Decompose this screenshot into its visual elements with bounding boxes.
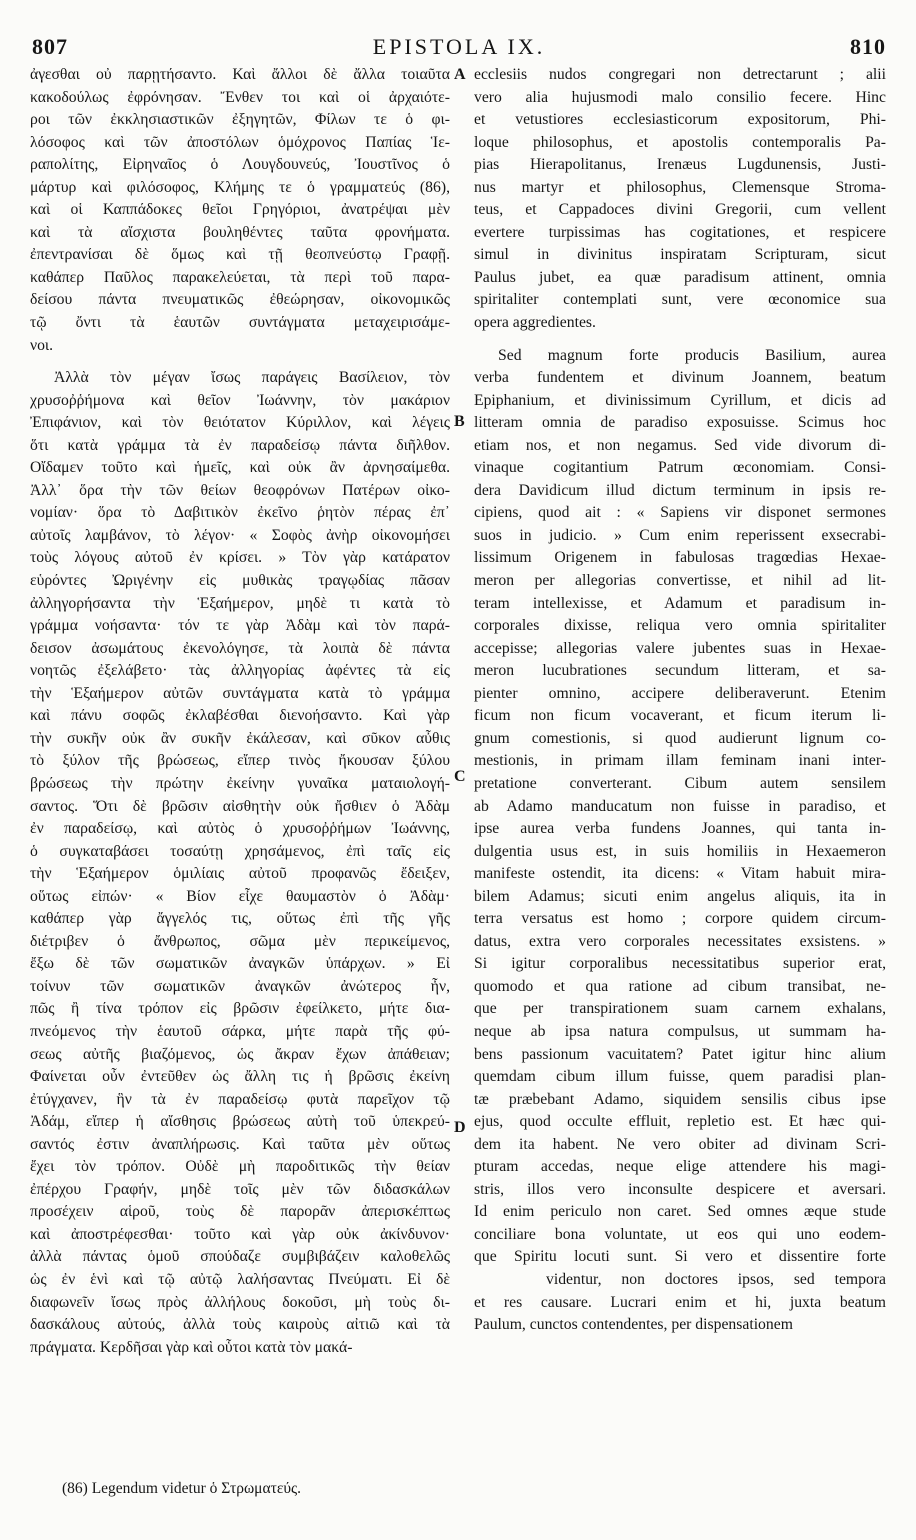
text-line: ἐν παραδείσῳ, καὶ αὐτὸς ὁ χρυσοῤῥήμων Ἰωάννης, <box>30 820 450 838</box>
text-line: προσέχειν αἱροῦ, τοὺς δὲ παρορᾶν ἀπερισκέπτως <box>30 1203 450 1221</box>
text-line: τὴν Ἑξαήμερον ὁμιλίαις αὐτοῦ προφανῶς ἔδειξεν, <box>30 865 450 883</box>
text-line: etiam nos, et non negamus. Sed vide divorum di- <box>474 436 886 454</box>
text-line: Ἀλλὰ τὸν μέγαν ἴσως παράγεις Βασίλειον, τὸν <box>54 369 450 387</box>
text-line: ἐπέρχου Γραφήν, μηδὲ τοῖς μὲν τῶν διδασκάλων <box>30 1180 450 1198</box>
text-line: pias Hierapolitanus, Irenæus Lugdunensis, Justi- <box>474 156 886 174</box>
text-line: pienter omnino, accipere deliberaverunt. Etenim <box>474 684 886 702</box>
text-line: σεως αὐτῆς βιαζόμενος, ὡς ἄκραν ἔχων ἀπάθειαν; <box>30 1045 450 1063</box>
text-line: spiritaliter contemplati sunt, vere œconomice sua <box>474 291 886 309</box>
text-line: teus, et Cappadoces divini Gregorii, cum vellent <box>474 201 886 219</box>
text-line: κακοδούλως ἐφρόνησαν. Ἔνθεν τοι καὶ οἱ ἀρχαιότε- <box>30 88 450 106</box>
text-line: stris, illos vero inconsulte despicere et aversari. <box>474 1180 886 1198</box>
text-line: βρώσεως τὴν πρώτην ἐκείνην γυναῖκα ματαιολογή- <box>30 774 450 792</box>
margin-marker-c: C <box>454 768 466 785</box>
text-line: Οἴδαμεν τοῦτο καὶ ἡμεῖς, καὶ οὐκ ἂν ἀρνησαίμεθα. <box>30 459 450 477</box>
text-line: γράμμα νοήσαντα· τόν τε γὰρ Ἀδὰμ καὶ τὸν παρά- <box>30 617 450 635</box>
text-line: διέτριβεν ὁ ἄνθρωπος, σῶμα μὲν περικείμενος, <box>30 932 450 950</box>
text-line: accepisse; allegorias valere jubentes suas in Hexae- <box>474 639 886 657</box>
text-line: Paulum, cunctos contendentes, per dispensationem <box>474 1316 793 1334</box>
text-line: τὸ ξύλον τῆς βρώσεως, εἴπερ τινὸς ἤκουσαν ξύλου <box>30 752 450 770</box>
text-line: simul in divinitus inspiratam Scripturam, sicut <box>474 246 886 264</box>
text-line: καὶ ἀποστρέφεσθαι· τοῦτο καὶ γὰρ οὐκ ἀκίνδυνον· <box>30 1225 450 1243</box>
text-line: neque ab ipsa natura compulsus, ut summam ha- <box>474 1022 886 1040</box>
text-line: teram intellexisse, et Adamum et paradisum in- <box>474 594 886 612</box>
text-line: terra versatus est homo ; corpore quidem circum- <box>474 910 886 928</box>
text-line: vero alia hujusmodi malo consilio fecere. Hinc <box>474 88 886 106</box>
text-line: πράγματα. Κερδῆσαι γὰρ καὶ οὗτοι κατὰ τὸν μακά- <box>30 1338 353 1356</box>
text-line: Id enim periculo non caret. Sed omnes æque stude <box>474 1203 886 1221</box>
text-line: Paulus jubet, ea quæ paradisum attinent, omnia <box>474 268 886 286</box>
text-line: dulgentia usus est, in suis homiliis in Hexaemeron <box>474 842 886 860</box>
text-line: loque philosophus, et apostolis contemporalis Pa- <box>474 133 886 151</box>
text-line: que per transpirationem suam carnem exhalans, <box>474 1000 886 1018</box>
text-line: gnum comestionis, si quod audierunt lignum co- <box>474 729 886 747</box>
text-line: pretatione converterant. Cibum autem sensilem <box>474 774 886 792</box>
text-line: quemdam cibum illum fuisse, quem paradisi plan- <box>474 1068 886 1086</box>
text-line: εὑρόντες Ὠριγένην εἰς μυθικὰς τραγῳδίας πᾶσαν <box>30 572 450 590</box>
text-line: manifeste ostendit, ita dicens: « Vitam habuit mira- <box>474 865 886 883</box>
text-line: litteram omnia de paradiso exposuisse. Scimus hoc <box>474 414 886 432</box>
margin-marker-b: B <box>454 413 465 430</box>
page-header <box>32 34 886 64</box>
text-line: ficum non ficum vocaverant, et ficum iterum li- <box>474 707 886 725</box>
text-line: ἀλληγορήσαντα τὴν Ἑξαήμερον, μηδὲ τι κατὰ τὸ <box>30 594 450 612</box>
text-line: τὴν Ἑξαήμερον αὐτῶν συντάγματα κατὰ τὸ γράμμα <box>30 684 450 702</box>
text-line: καὶ οἱ Καππάδοκες θεῖοι Γρηγόριοι, ἀνατρέψαι μὲν <box>30 201 450 219</box>
margin-marker-d: D <box>454 1119 466 1136</box>
text-line: opera aggredientes. <box>474 314 596 332</box>
text-line: bilem Adamus; sicuti enim angelus aliquis, ita in <box>474 887 886 905</box>
greek-text-column <box>30 64 450 1359</box>
text-line: Φαίνεται οὖν ἐντεῦθεν ὡς ἄλλη τις ἡ βρῶσις ἐκείνη <box>30 1068 450 1086</box>
page-number-right: 810 <box>850 34 886 59</box>
text-line: Ἀλλ᾽ ὅρα τὴν τῶν θείων θεοφρόνων Πατέρων οἰκο- <box>30 481 450 499</box>
text-line: τὴν συκῆν οὐκ ἂν συκῆν ἐκάλεσαν, καὶ σῦκον αὖθις <box>30 729 450 747</box>
text-line: νοητῶς ἐξελάβετο· τὰς ἀλληγορίας ἀφέντες τὰ εἰς <box>30 662 450 680</box>
text-line: ἀγεσθαι οὐ παρῃτήσαντο. Καὶ ἄλλοι δὲ ἄλλα τοιαῦτα <box>30 66 450 83</box>
text-line: ecclesiis nudos congregari non detrectarunt ; alii <box>474 66 886 83</box>
text-line: ὡς ἐν ἑνὶ καὶ τῷ αὐτῷ λαλήσαντας Πνεύματι. Εἰ δὲ <box>30 1270 450 1288</box>
text-line: αὐτοῖς λαμβάνον, τὸ λέγον· « Σοφὸς ἀνὴρ οἰκονομήσει <box>30 526 450 544</box>
text-line: μάρτυρ καὶ φιλόσοφος, Κλήμης τε ὁ γραμματεύς (86), <box>30 178 450 196</box>
text-line: πνεόμενος τὴν ἑαυτοῦ σάρκα, μήτε παρὰ τῆς φύ- <box>30 1022 450 1040</box>
text-line: νομίαν· ὅρα τὸ Δαβιτικὸν ἐκεῖνο ῥητὸν πέρας ἐπ᾽ <box>30 504 450 522</box>
text-line: suos in judicio. » Cum enim reperissent exsecrabi- <box>474 526 886 544</box>
text-line: οὕτως εἰπών· « Βίον εἶχε θαυμαστὸν ὁ Ἀδὰμ· <box>30 887 450 905</box>
text-line: evertere turpissimas has cogitationes, et respicere <box>474 223 886 241</box>
text-line: lissimum Origenem in fabulosas tragœdias Hexae- <box>474 549 886 567</box>
text-line: nus martyr et philosophus, Clemensque Stroma- <box>474 178 886 196</box>
text-line: καθάπερ γὰρ ἄγγελός τις, οὕτως ἐπὶ τῆς γῆς <box>30 910 450 928</box>
text-line: τοὺς λόγους αὐτοῦ ἐν κρίσει. » Τὸν γὰρ κατάρατον <box>30 549 450 567</box>
text-line: ραπολίτης, Εἰρηναῖος ὁ Λουγδουνεύς, Ἰουστῖνος ὁ <box>30 156 450 174</box>
text-line: ὁ συγκαταβάσει τοσαύτῃ χρησάμενος, ἐπὶ ταῖς εἰς <box>30 842 450 860</box>
footnote: (86) Legendum videtur ὁ Στρωματεύς. <box>62 1480 302 1497</box>
text-line: que Spiritu locuti sunt. Si vero et dissentire forte <box>474 1248 886 1266</box>
text-line: ὅτι κατὰ γράμμα τὰ ἐν παραδείσῳ πάντα διῆλθον. <box>30 436 450 454</box>
text-line: et res causare. Lucrari enim et hi, juxta beatum <box>474 1293 886 1311</box>
text-line: meron per allegorias convertisse, et nihil ad lit- <box>474 572 886 590</box>
text-line: διαφωνεῖν ἴσως πρὸς ἀλλήλους δοκοῦσι, μὴ τοὺς δι- <box>30 1293 450 1311</box>
text-line: verba fundentem et divinum Joannem, beatum <box>474 369 886 387</box>
text-line: δασκάλους αὐτούς, ἀλλὰ τοὺς καιροὺς αἰτιῶ καὶ τὰ <box>30 1316 450 1334</box>
text-line: ipse aurea verba fundens Joannes, qui tanta in- <box>474 820 886 838</box>
text-line: καὶ τὰ αἴσχιστα βουληθέντες ταῦτα φρονήματα. <box>30 223 450 241</box>
text-line: ἔχει τὸν τρόπον. Οὐδὲ μὴ παροδιτικῶς τὴν θείαν <box>30 1158 450 1176</box>
text-line: ροι τῶν ἐκκλησιαστικῶν ἐξηγητῶν, Φίλων τε ὁ φι- <box>30 111 450 129</box>
text-line: videntur, non doctores ipsos, sed tempora <box>546 1270 886 1288</box>
text-line: ab Adamo manducatum non fuisse in paradiso, et <box>474 797 886 815</box>
text-line: dera Davidicum illud dictum terminum in ipsis re- <box>474 481 886 499</box>
text-line: Epiphanium, et divinissimum Cyrillum, et dicis ad <box>474 391 886 409</box>
text-line: τοίνυν τῶν σωματικῶν ἀναγκῶν ἀνώτερος ἦν, <box>30 977 450 995</box>
text-line: mestionis, in primam illam feminam inani inter- <box>474 752 886 770</box>
page-number-left: 807 <box>32 34 68 59</box>
text-line: τῷ ὄντι τὰ ἑαυτῶν συντάγματα μεταχειρισάμε- <box>30 314 450 332</box>
latin-text-column <box>474 64 886 1337</box>
text-line: πῶς ἢ τίνα τρόπον εἰς βρῶσιν ἐφείλκετο, μήτε δια- <box>30 1000 450 1018</box>
text-line: ἐτύγχανεν, ἣν τὰ ἐν παραδείσῳ φυτὰ παρεῖχον τῷ <box>30 1090 450 1108</box>
running-title: EPISTOLA IX. <box>372 34 546 59</box>
text-line: cipiens, quod ait : « Sapiens vir disponet sermones <box>474 504 886 522</box>
text-line: tæ præbebant Adamo, siquidem sensilis cibus ipse <box>474 1090 886 1108</box>
text-line: ἐπεντρανίσαι δὲ ὅμως καὶ τῇ θεοπνεύστῳ Γραφῇ. <box>30 246 450 264</box>
text-line: ejus, quod occulte effluit, repletio est. Et hæc qui- <box>474 1113 886 1131</box>
text-line: conciliare bona voluntate, ut eos qui uno eodem- <box>474 1225 886 1243</box>
text-line: χρυσοῤῥήμονα καὶ θεῖον Ἰωάννην, τὸν μακάριον <box>30 391 450 409</box>
text-line: σαντός ἐστιν ἀναπλήρωσις. Καὶ ταῦτα μὲν οὕτως <box>30 1135 450 1153</box>
text-line: σαντος. Ὅτι δὲ βρῶσιν αἰσθητὴν οὐκ ἤσθιεν ὁ Ἀδὰμ <box>30 797 450 815</box>
text-line: dem ita habent. Ne vero obiter ad divinam Scri- <box>474 1135 886 1153</box>
text-line: καὶ πάνυ σοφῶς ἐκλαβέσθαι διενοήσαντο. Καὶ γὰρ <box>30 707 450 725</box>
text-line: quomodo et qua ratione ad cibum transibat, ne- <box>474 977 886 995</box>
text-line: et vetustiores ecclesiasticorum expositorum, Phi- <box>474 111 886 129</box>
text-line: Ἀδάμ, εἴπερ ἡ αἴσθησις βρώσεως αὐτὴ τοῦ ὑπεκρεύ- <box>30 1113 450 1131</box>
text-line: datus, extra vero corporales necessitates exsistens. » <box>474 932 886 950</box>
text-line: Ἐπιφάνιον, καὶ τὸν θειότατον Κύριλλον, καὶ λέγεις <box>30 414 450 432</box>
text-line: vinaque cogitantium Patrum œconomiam. Consi- <box>474 459 886 477</box>
text-line: bens passionum vacuitatem? Patet igitur hinc alium <box>474 1045 886 1063</box>
text-line: ἔξω δὲ τῶν σωματικῶν ἀναγκῶν ὑπάρχων. » Εἰ <box>30 955 450 973</box>
text-line: Sed magnum forte producis Basilium, aurea <box>498 346 886 364</box>
text-line: Si igitur corporalibus necessitatibus superior erat, <box>474 955 886 973</box>
text-line: δείσου πάντα πνευματικῶς ἐθεώρησαν, οἰκονομικῶς <box>30 291 450 309</box>
text-line: λόσοφος καὶ τῶν ἀποστόλων ὁμόχρονος Παπίας Ἱε- <box>30 133 450 151</box>
text-line: καθάπερ Παῦλος παρακελεύεται, τὰ περὶ τοῦ παρα- <box>30 268 450 286</box>
text-line: νοι. <box>30 336 54 354</box>
text-line: pturam accedas, neque elige attendere his magi- <box>474 1158 886 1176</box>
text-line: δεισον ἀσωμάτους ἐκενολόγησε, τὰ λοιπὰ δὲ πάντα <box>30 639 450 657</box>
text-line: ἀλλὰ πάντας ὁμοῦ σπούδαζε συμβιβάζειν καλοθελῶς <box>30 1248 450 1266</box>
text-line: meron lucubrationes secundum litteram, et sa- <box>474 662 886 680</box>
margin-marker-a: A <box>454 66 466 83</box>
text-line: corporales dixisse, reliqua vero omnia spiritaliter <box>474 617 886 635</box>
